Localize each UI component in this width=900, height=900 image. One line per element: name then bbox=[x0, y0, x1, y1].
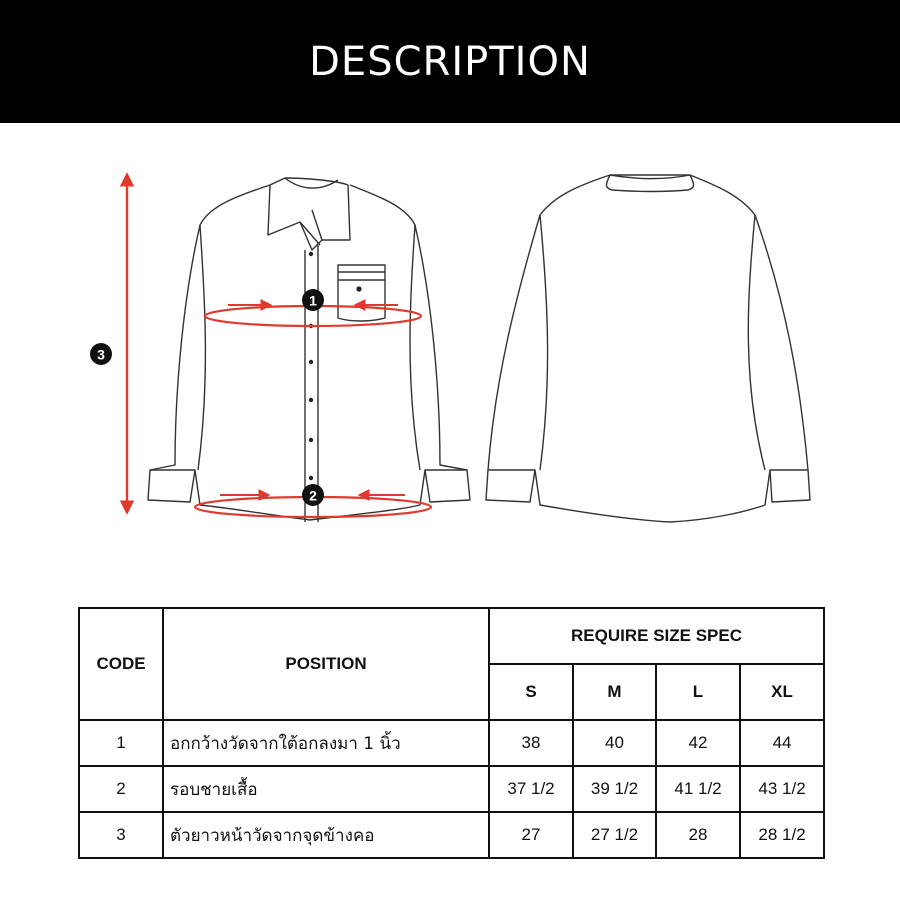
position-cell: รอบชายเสื้อ bbox=[163, 766, 489, 812]
value-cell: 43 1/2 bbox=[740, 766, 824, 812]
code-cell: 3 bbox=[79, 812, 163, 858]
table-row bbox=[79, 766, 824, 812]
value-cell: 27 1/2 bbox=[573, 812, 656, 858]
value-cell: 28 1/2 bbox=[740, 812, 824, 858]
value-cell: 44 bbox=[740, 720, 824, 766]
value-cell: 39 1/2 bbox=[573, 766, 656, 812]
header-banner bbox=[0, 0, 900, 123]
value-cell: 28 bbox=[656, 812, 740, 858]
svg-text:3: 3 bbox=[97, 346, 105, 363]
value-cell: 40 bbox=[573, 720, 656, 766]
value-cell: 38 bbox=[489, 720, 573, 766]
size-spec-table bbox=[78, 607, 825, 859]
shirt-back-drawing bbox=[486, 175, 810, 522]
value-cell: 27 bbox=[489, 812, 573, 858]
value-cell: 41 1/2 bbox=[656, 766, 740, 812]
code-cell: 1 bbox=[79, 720, 163, 766]
size-header-l: L bbox=[656, 664, 740, 720]
marker-2 bbox=[302, 484, 324, 506]
position-cell: ตัวยาวหน้าวัดจากจุดข้างคอ bbox=[163, 812, 489, 858]
value-cell: 37 1/2 bbox=[489, 766, 573, 812]
size-header-m: M bbox=[573, 664, 656, 720]
marker-3 bbox=[90, 343, 112, 365]
page-title: DESCRIPTION bbox=[309, 38, 591, 85]
position-header: POSITION bbox=[163, 608, 489, 720]
svg-text:1: 1 bbox=[309, 292, 317, 309]
value-cell: 42 bbox=[656, 720, 740, 766]
code-cell: 2 bbox=[79, 766, 163, 812]
size-header-xl: XL bbox=[740, 664, 824, 720]
size-spec-header: REQUIRE SIZE SPEC bbox=[489, 608, 824, 664]
svg-text:2: 2 bbox=[309, 487, 317, 504]
code-header: CODE bbox=[79, 608, 163, 720]
shirt-front-drawing bbox=[148, 178, 470, 522]
marker-1 bbox=[302, 289, 324, 311]
position-cell: อกกว้างวัดจากใต้อกลงมา 1 นิ้ว bbox=[163, 720, 489, 766]
table-row bbox=[79, 812, 824, 858]
shirt-illustration bbox=[0, 123, 900, 593]
table-row bbox=[79, 720, 824, 766]
size-header-s: S bbox=[489, 664, 573, 720]
